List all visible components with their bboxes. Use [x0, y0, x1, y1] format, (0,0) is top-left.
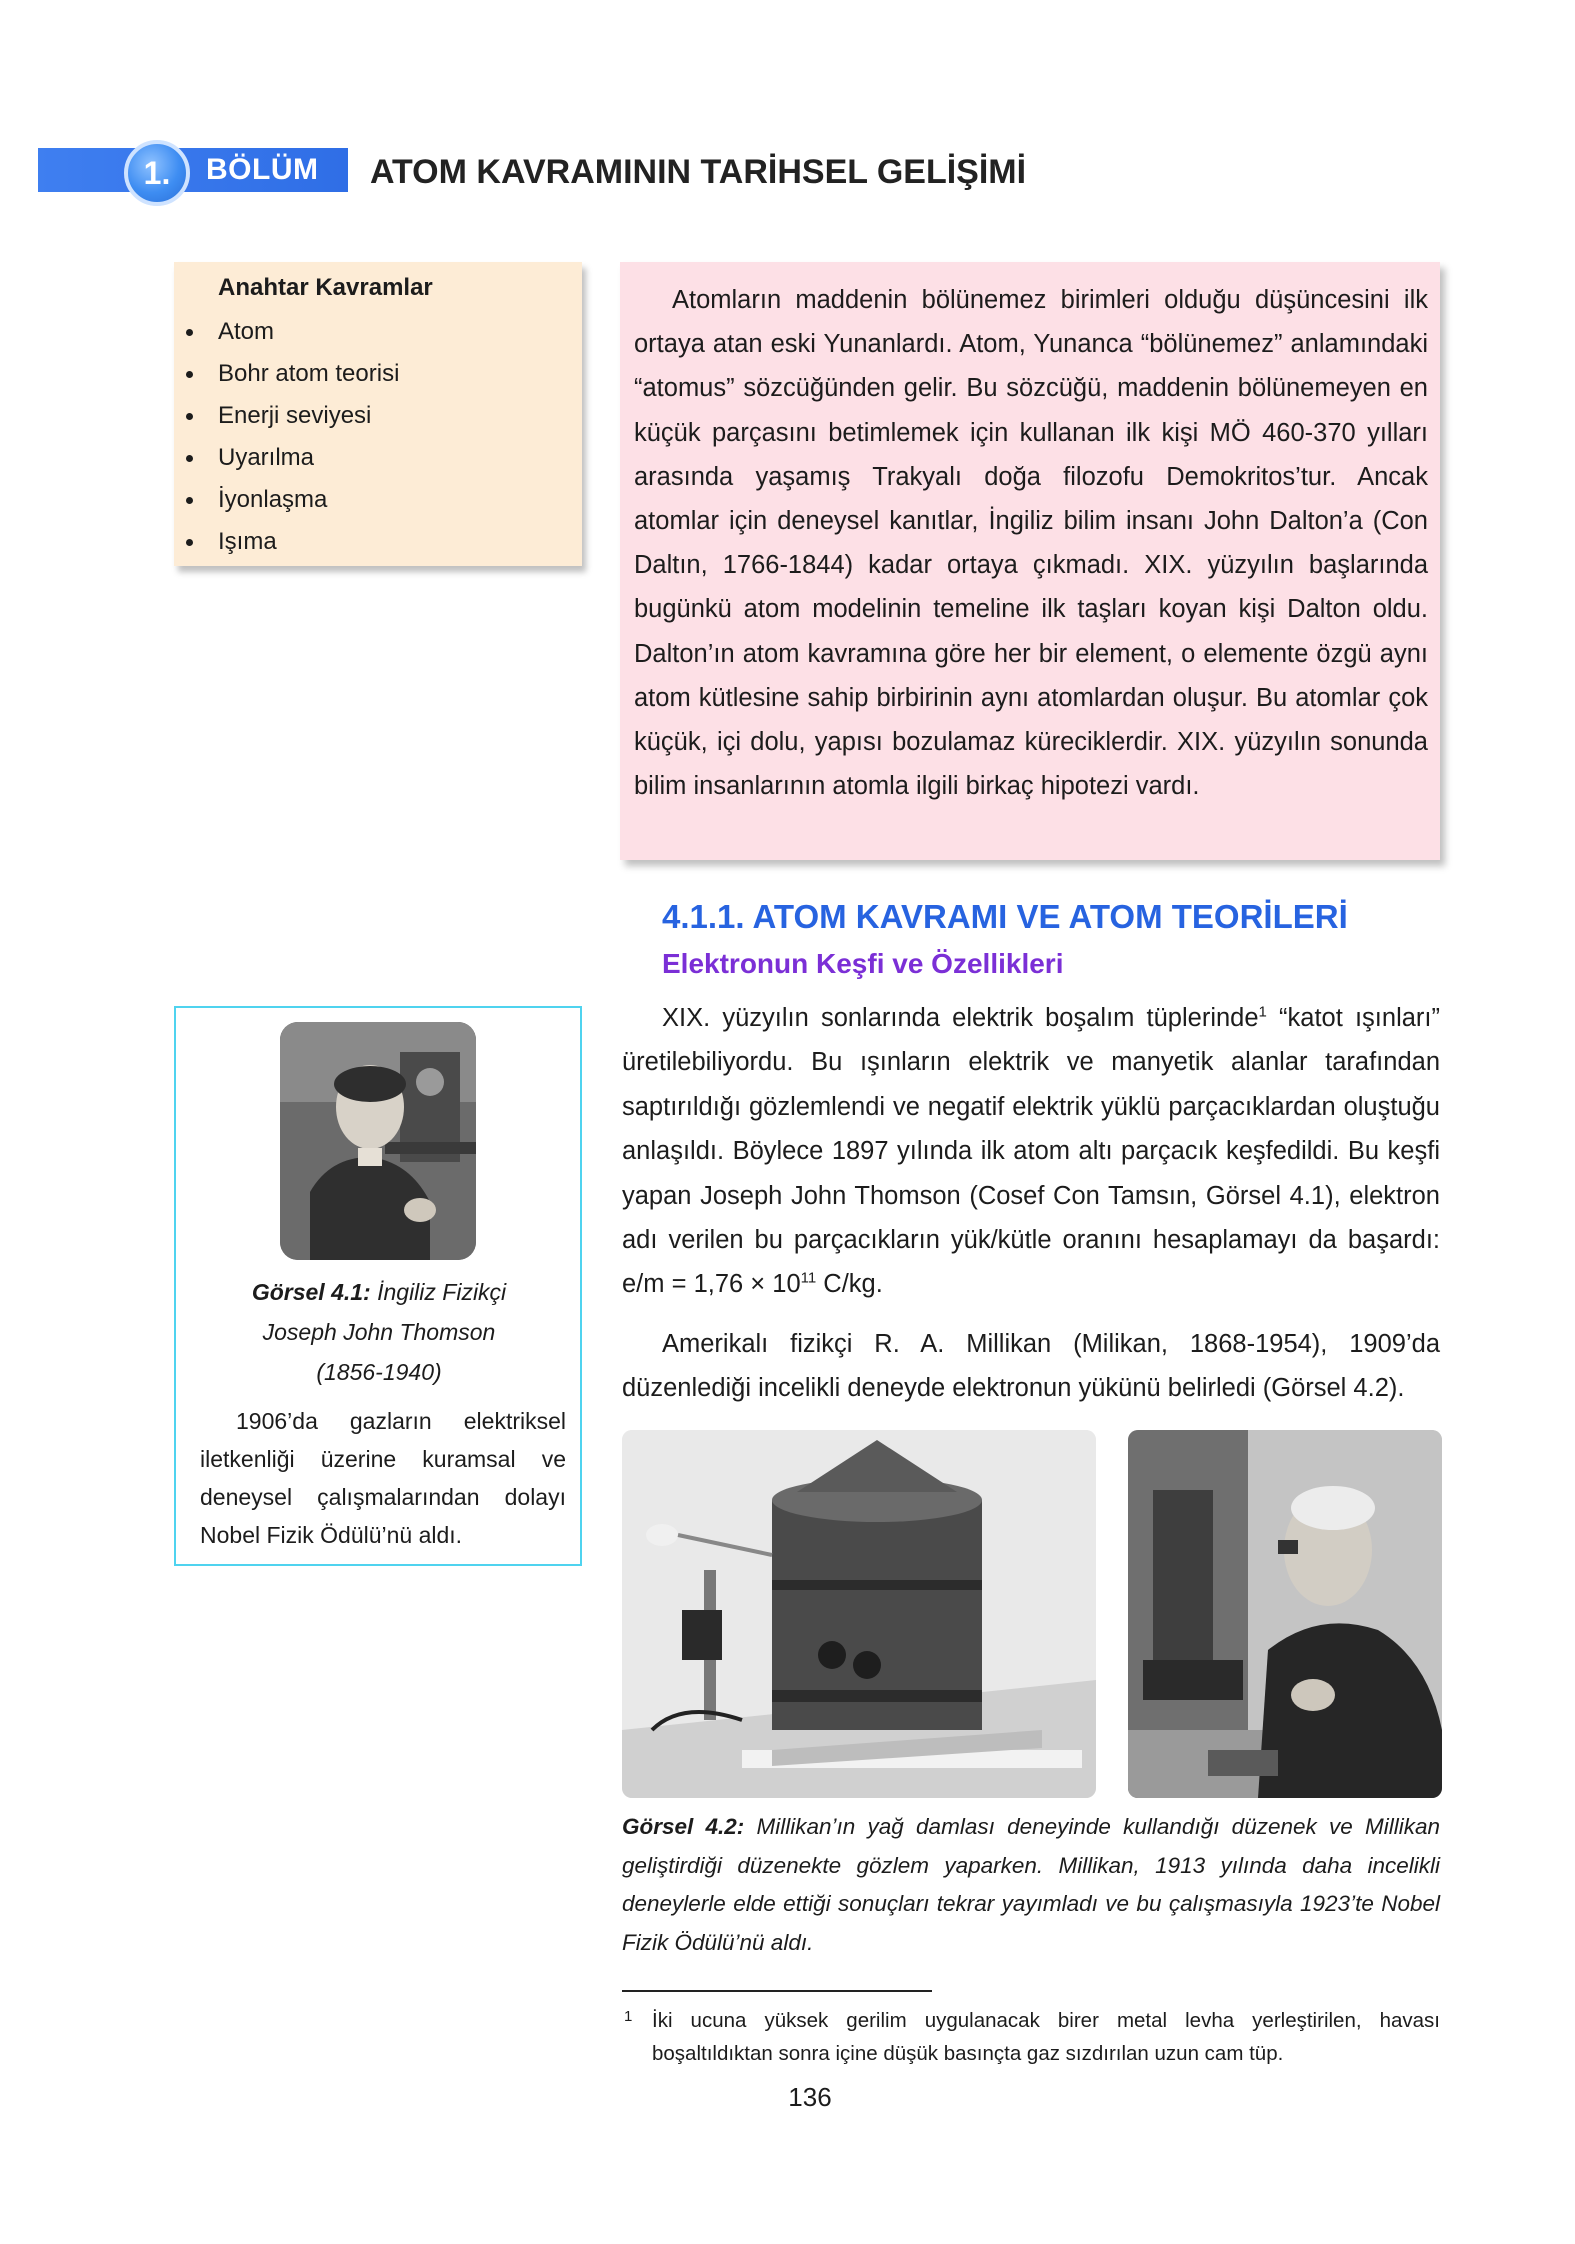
- key-concepts-title: Anahtar Kavramlar: [218, 274, 433, 301]
- p1-text-a: XIX. yüzyılın sonlarında elektrik boşalım tüplerinde: [662, 1004, 1259, 1032]
- p1-text-b: “katot ışınları” üretilebiliyordu. Bu ışınların elektrik ve manyetik alanlar tarafından saptırıldığı gözlemlendi ve negatif elektrik yüklü parçacıklardan oluştuğu anlaşıldı. Böylece 1897 yılında ilk atom altı parçacık keşfedildi. Bu keşfi yapan Joseph John Thomson (Cosef Con Tamsın, Görsel 4.1), elektron adı verilen bu parçacıkların yük/kütle oranını hesaplamayı da başardı: e/m = 1,76 × 10: [622, 1004, 1440, 1299]
- exponent: 11: [800, 1269, 817, 1287]
- figure-4-1-caption: [200, 1272, 558, 1392]
- key-concept-item: İyonlaşma: [184, 482, 399, 524]
- figure-4-1-label: Görsel 4.1:: [251, 1279, 371, 1305]
- chapter-label: BÖLÜM: [206, 153, 319, 186]
- section-heading: 4.1.1. ATOM KAVRAMI VE ATOM TEORİLERİ: [662, 898, 1348, 935]
- figure-4-2-caption: [622, 1808, 1440, 1962]
- section-subheading: Elektronun Keşfi ve Özellikleri: [662, 948, 1064, 979]
- key-concept-item: Işıma: [184, 524, 399, 566]
- chapter-number-badge: 1.: [124, 140, 190, 206]
- figure-4-1-caption-line3: (1856-1940): [316, 1359, 442, 1385]
- figure-4-2-caption-text: Millikan’ın yağ damlası deneyinde kullandığı düzenek ve Millikan geliştirdiği düzenekte gözlem yaparken. Millikan, 1913 yılında daha incelikli deneylerle elde ettiği sonuçları tekrar yayımladı ve bu çalışmasıyla 1923’te Nobel Fizik Ödülü’nü aldı.: [622, 1814, 1440, 1955]
- footnote-rule: [622, 1990, 932, 1992]
- key-concept-item: Uyarılma: [184, 440, 399, 482]
- footnote-ref: 1: [1258, 1003, 1267, 1021]
- key-concept-item: Atom: [184, 314, 399, 356]
- chapter-title: ATOM KAVRAMININ TARİHSEL GELİŞİMİ: [370, 153, 1027, 191]
- thomson-photo: [280, 1022, 476, 1260]
- figure-4-1-caption-line2: Joseph John Thomson: [262, 1319, 496, 1345]
- key-concept-item: Bohr atom teorisi: [184, 356, 399, 398]
- footnote-text: İki ucuna yüksek gerilim uygulanacak birer metal levha yerleştirilen, havası boşaltıldıktan sonra içine düşük basınçta gaz sızdırılan uzun cam tüp.: [652, 2009, 1440, 2065]
- oil-drop-apparatus-photo: [622, 1430, 1096, 1798]
- key-concepts-list: [184, 314, 399, 566]
- figure-4-2-label: Görsel 4.2:: [622, 1814, 745, 1839]
- figure-4-1-note: 1906’da gazların elektriksel iletkenliği üzerine kuramsal ve deneysel çalışmalarından dolayı Nobel Fizik Ödülü’nü aldı.: [200, 1408, 566, 1548]
- footnote-mark: 1: [624, 2008, 633, 2025]
- key-concept-item: Enerji seviyesi: [184, 398, 399, 440]
- millikan-photo: [1128, 1430, 1442, 1798]
- body-paragraph-1: [622, 996, 1440, 1307]
- intro-paragraph: Atomların maddenin bölünemez birimleri olduğu düşüncesini ilk ortaya atan eski Yunanlardı. Atom, Yunanca “bölünemez” anlamındaki “atomus” sözcüğünden gelir. Bu sözcüğü, maddenin bölünemeyen en küçük parçasını betimlemek için kullanan ilk kişi MÖ 460-370 yılları arasında yaşamış Trakyalı doğa filozofu Demokritos’tur. Ancak atomlar için deneysel kanıtlar, İngiliz bilim insanı John Dalton’a (Con Daltın, 1766-1844) kadar ortaya çıkmadı. XIX. yüzyılın başlarında bugünkü atom modelinin temeline ilk taşları koyan kişi Dalton oldu. Dalton’ın atom kavramına göre her bir element, o elemente özgü aynı atom kütlesine sahip birbirinin aynı atomlardan oluşur. Bu atomlar çok küçük, içi dolu, yapısı bozulamaz küreciklerdir. XIX. yüzyılın sonunda bilim insanlarının atomla ilgili birkaç hipotezi vardı.: [634, 286, 1428, 801]
- p1-text-c: C/kg.: [816, 1270, 883, 1299]
- figure-4-1-caption-line1: İngiliz Fizikçi: [370, 1279, 507, 1305]
- body-paragraph-2: Amerikalı fizikçi R. A. Millikan (Milikan, 1868-1954), 1909’da düzenlediği incelikli deneyde elektronun yükünü belirledi (Görsel 4.2).: [622, 1330, 1440, 1403]
- page-number: 136: [788, 2082, 832, 2112]
